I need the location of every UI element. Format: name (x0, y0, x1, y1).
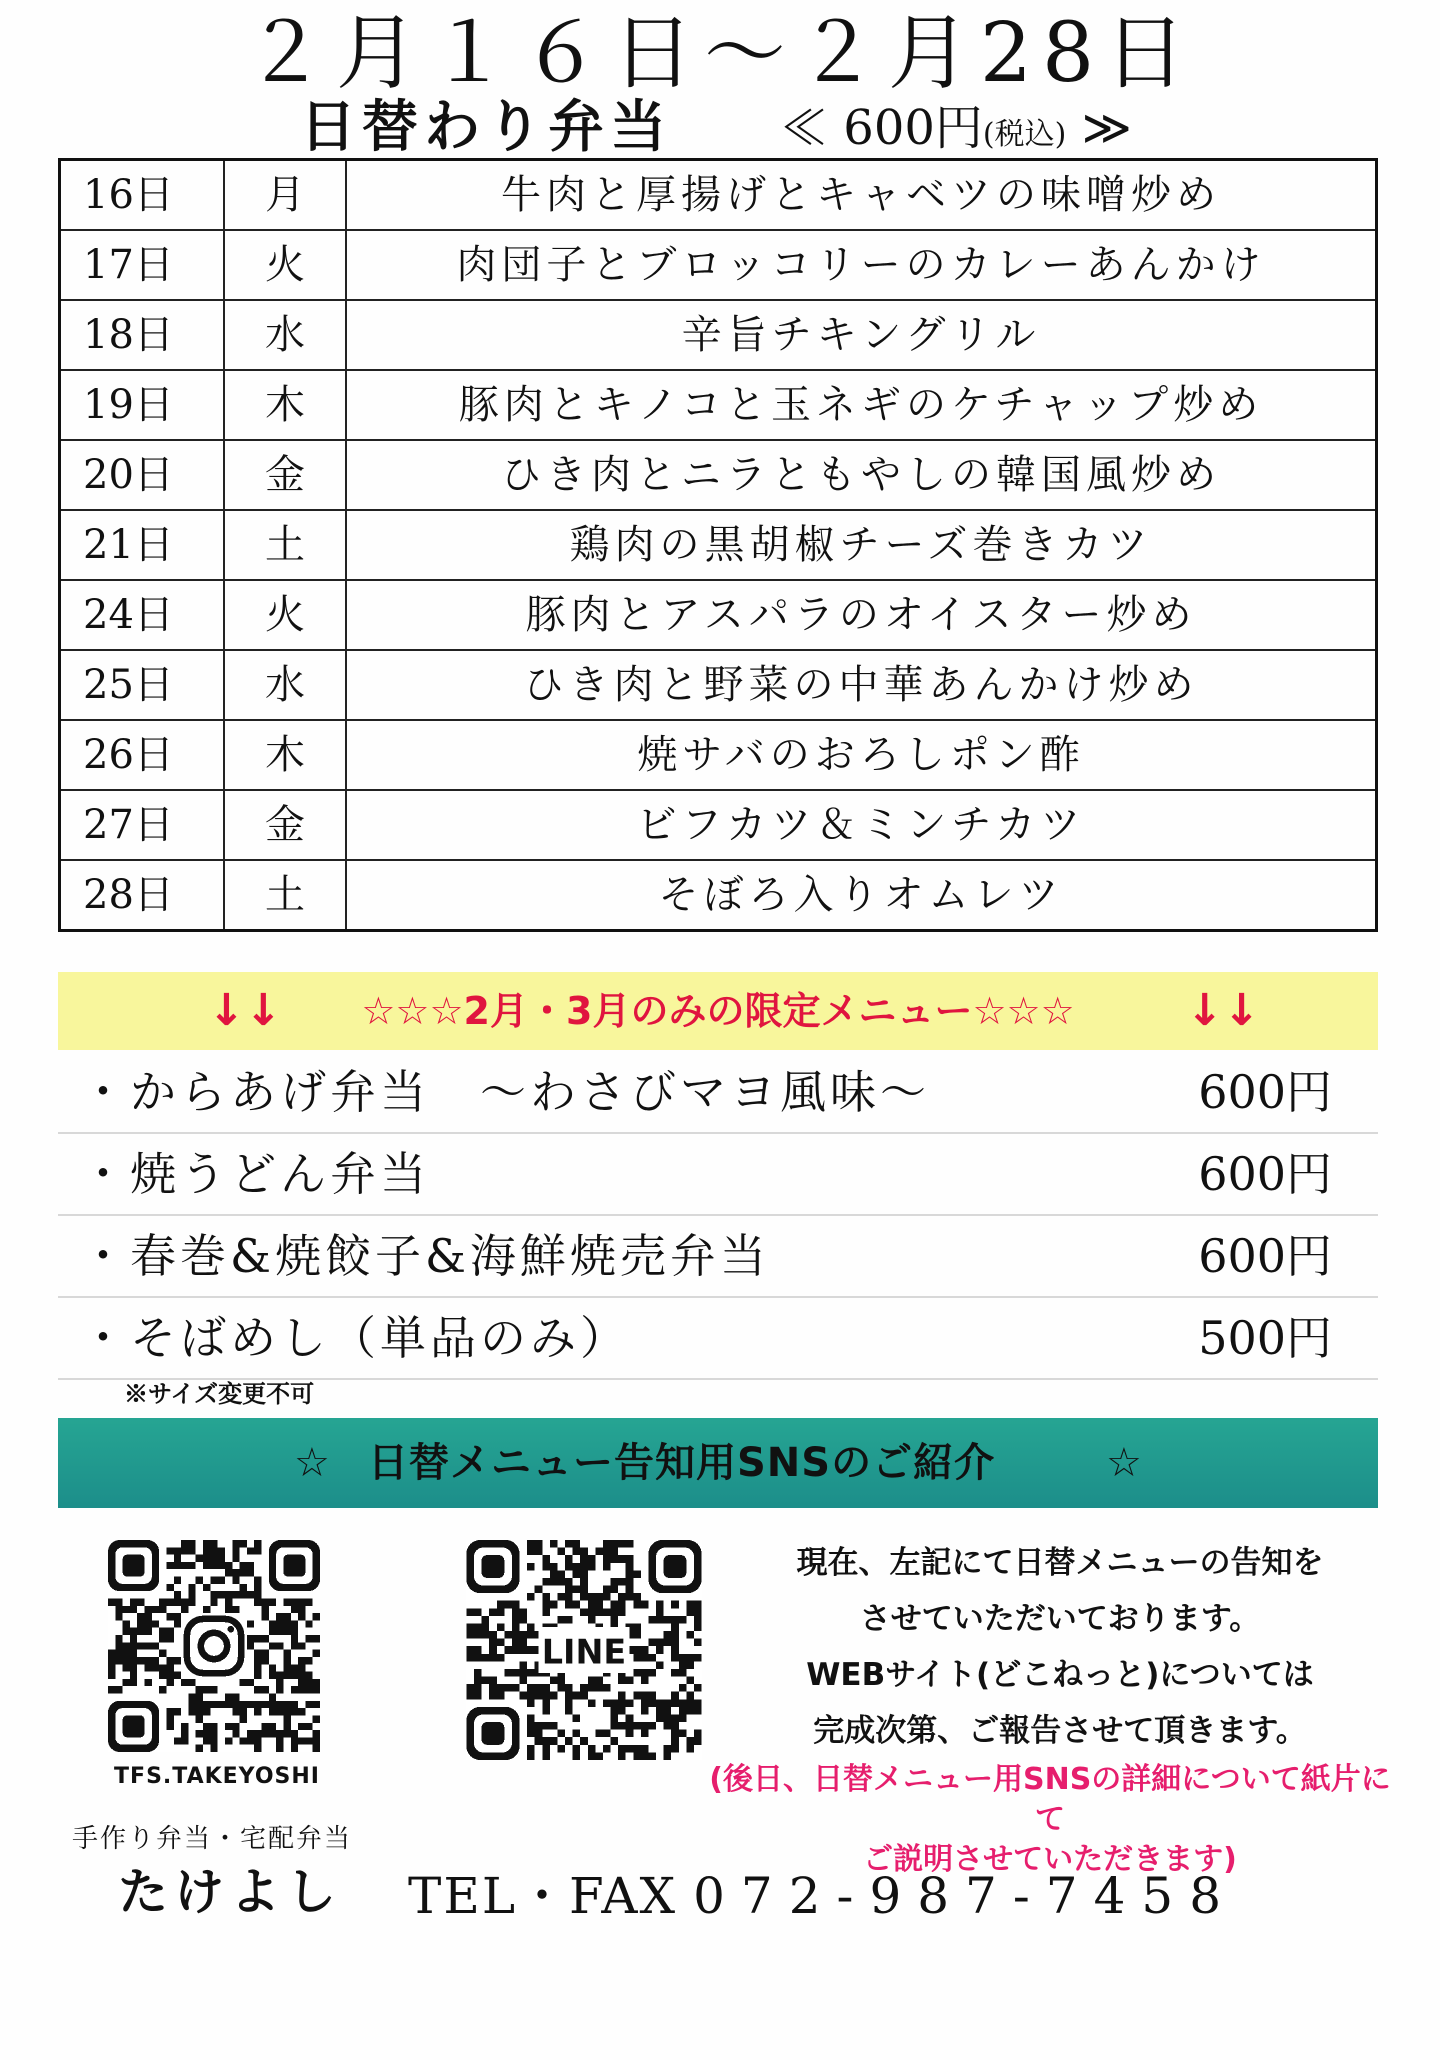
menu-row (60, 230, 1377, 300)
arrow-down-icon: ↓↓ (208, 985, 282, 1036)
contact (408, 1856, 1237, 1936)
subtitle-row (0, 92, 1440, 162)
daily-menu-table (58, 158, 1378, 932)
star-icon: ☆ (1106, 1440, 1142, 1486)
sns-note-line: ご説明させていただきます) (863, 1842, 1237, 1877)
menu-weekday: 金 (224, 440, 346, 510)
menu-dish: 豚肉とアスパラのオイスター炒め (346, 580, 1377, 650)
sns-info-line: WEBサイト(どこねっと)については (806, 1657, 1314, 1693)
sns-banner-title: 日替メニュー告知用SNSのご紹介 (368, 1440, 996, 1486)
menu-day: 21日 (60, 510, 225, 580)
menu-weekday: 月 (224, 160, 346, 231)
menu-day: 19日 (60, 370, 225, 440)
price-close-bracket: ≫ (1081, 100, 1132, 156)
menu-row (60, 440, 1377, 510)
menu-dish: 辛旨チキングリル (346, 300, 1377, 370)
price-open-bracket: ≪ (780, 100, 829, 156)
sns-info-line: させていただいております。 (859, 1601, 1261, 1637)
menu-dish: ひき肉と野菜の中華あんかけ炒め (346, 650, 1377, 720)
limited-item-price: 600円 (1198, 1065, 1332, 1119)
menu-weekday: 土 (224, 510, 346, 580)
menu-weekday: 木 (224, 370, 346, 440)
limited-item-price: 600円 (1198, 1229, 1332, 1283)
menu-day: 26日 (60, 720, 225, 790)
menu-weekday: 土 (224, 860, 346, 931)
menu-row (60, 720, 1377, 790)
bento-title: 日替わり弁当 (300, 94, 672, 160)
limited-menu-list (58, 1052, 1378, 1380)
menu-weekday: 火 (224, 580, 346, 650)
menu-weekday: 火 (224, 230, 346, 300)
menu-dish: 豚肉とキノコと玉ネギのケチャップ炒め (346, 370, 1377, 440)
menu-day: 18日 (60, 300, 225, 370)
limited-item-name: ・春巻&焼餃子&海鮮焼売弁当 (80, 1229, 770, 1283)
limited-item-name: ・そばめし（単品のみ） (80, 1311, 630, 1365)
shop-name: たけよし (118, 1862, 342, 1921)
menu-row (60, 300, 1377, 370)
menu-day: 28日 (60, 860, 225, 931)
menu-day: 17日 (60, 230, 225, 300)
line-qr-icon[interactable] (466, 1540, 702, 1760)
price-tag (780, 96, 1132, 167)
limited-item-name: ・からあげ弁当 ～わさびマヨ風味～ (80, 1065, 930, 1119)
price-tax: (税込) (982, 117, 1067, 152)
limited-menu-item (58, 1052, 1378, 1134)
menu-weekday: 木 (224, 720, 346, 790)
line-label: LINE (541, 1632, 627, 1672)
instagram-handle: TFS.TAKEYOSHI (114, 1764, 320, 1789)
menu-weekday: 水 (224, 650, 346, 720)
menu-dish: 鶏肉の黒胡椒チーズ巻きカツ (346, 510, 1377, 580)
limited-item-price: 600円 (1198, 1147, 1332, 1201)
menu-dish: 肉団子とブロッコリーのカレーあんかけ (346, 230, 1377, 300)
sns-banner (58, 1418, 1378, 1508)
limited-menu-title: ☆☆☆2月・3月のみの限定メニュー☆☆☆ (361, 989, 1075, 1033)
menu-row (60, 370, 1377, 440)
size-note: ※サイズ変更不可 (124, 1379, 315, 1408)
limited-item-price: 500円 (1198, 1311, 1332, 1365)
sns-info-line: 完成次第、ご報告させて頂きます。 (813, 1713, 1307, 1749)
star-icon: ☆ (294, 1440, 330, 1486)
menu-weekday: 水 (224, 300, 346, 370)
menu-row (60, 860, 1377, 931)
limited-menu-item (58, 1298, 1378, 1380)
instagram-qr-icon[interactable] (108, 1540, 320, 1752)
menu-row (60, 510, 1377, 580)
menu-row (60, 650, 1377, 720)
menu-row (60, 580, 1377, 650)
menu-day: 20日 (60, 440, 225, 510)
menu-dish: ひき肉とニラともやしの韓国風炒め (346, 440, 1377, 510)
menu-dish: そぼろ入りオムレツ (346, 860, 1377, 931)
menu-day: 27日 (60, 790, 225, 860)
menu-row (60, 790, 1377, 860)
menu-day: 24日 (60, 580, 225, 650)
limited-item-name: ・焼うどん弁当 (80, 1147, 430, 1201)
limited-menu-banner (58, 972, 1378, 1050)
phone-number[interactable]: 072-987-7458 (693, 1867, 1238, 1925)
menu-dish: 焼サバのおろしポン酢 (346, 720, 1377, 790)
sns-info-line: 現在、左記にて日替メニューの告知を (796, 1545, 1324, 1581)
menu-dish: 牛肉と厚揚げとキャベツの味噌炒め (346, 160, 1377, 231)
contact-label: TEL・FAX (408, 1867, 678, 1925)
menu-day: 25日 (60, 650, 225, 720)
sns-info (720, 1535, 1400, 1759)
menu-day: 16日 (60, 160, 225, 231)
date-range-title: ２月１６日～２月28日 (243, 6, 1197, 101)
menu-row (60, 160, 1377, 231)
menu-weekday: 金 (224, 790, 346, 860)
sns-note-line: (後日、日替メニュー用SNSの詳細について紙片にて (709, 1762, 1391, 1837)
arrow-down-icon: ↓↓ (1186, 985, 1260, 1036)
shop-tagline: 手作り弁当・宅配弁当 (72, 1824, 353, 1854)
price-value: 600円 (843, 100, 983, 156)
limited-menu-item (58, 1134, 1378, 1216)
menu-dish: ビフカツ＆ミンチカツ (346, 790, 1377, 860)
limited-menu-item (58, 1216, 1378, 1298)
